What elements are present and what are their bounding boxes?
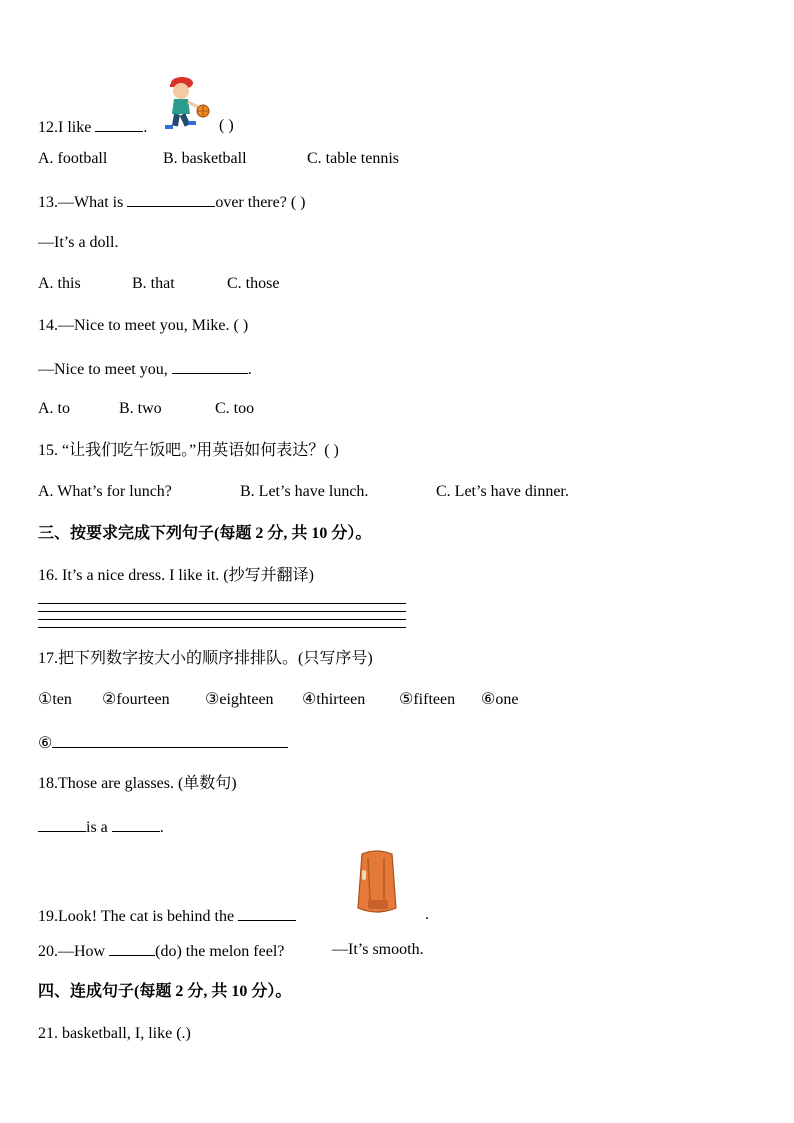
q17-item-4: ④thirteen [302,691,366,708]
orange-cabinet-icon [354,850,400,918]
q14-option-a[interactable]: A. to [38,400,70,417]
q12-option-c[interactable]: C. table tennis [307,150,399,167]
basketball-player-icon [160,74,216,134]
q12-blank[interactable] [95,116,143,132]
q21-stem: 21. basketball, I, like (.) [38,1025,191,1042]
q17-item-3: ③eighteen [205,691,274,708]
q17-blank[interactable] [52,732,288,748]
q18-blank-1[interactable] [38,816,86,832]
q19-blank[interactable] [238,905,296,921]
q18-answer: is a . [38,816,164,838]
q14-option-b[interactable]: B. two [119,400,162,417]
q15-option-b[interactable]: B. Let’s have lunch. [240,483,369,500]
q15-stem: 15. “让我们吃午饭吧。”用英语如何表达？( ) [38,442,339,459]
q17-item-2: ②fourteen [102,691,170,708]
q12-option-b[interactable]: B. basketball [163,150,247,167]
q14-option-c[interactable]: C. too [215,400,255,417]
q19-stem: 19.Look! The cat is behind the . [38,906,429,925]
writing-line-1[interactable] [38,603,406,604]
q18-blank-2[interactable] [112,816,160,832]
q12-paren: ( ) [219,117,234,134]
q20-blank[interactable] [109,940,155,956]
q14-answer: —Nice to meet you, . [38,358,252,380]
q15-option-c[interactable]: C. Let’s have dinner. [436,483,569,500]
q12-stem: 12.I like . ( ) [38,117,234,136]
q13-answer: —It’s a doll. [38,234,119,251]
q13-stem: 13.—What is over there? ( ) [38,191,306,213]
q20-stem: 20.—How (do) the melon feel? —It’s smooth. [38,941,424,960]
q18-stem: 18.Those are glasses. (单数句) [38,775,237,792]
q17-stem: 17.把下列数字按大小的顺序排排队。(只写序号) [38,650,373,667]
q13-blank[interactable] [127,191,215,207]
q15-option-a[interactable]: A. What’s for lunch? [38,483,172,500]
q16-stem: 16. It’s a nice dress. I like it. (抄写并翻译) [38,567,314,584]
q17-answer: ⑥ [38,732,288,754]
q13-option-c[interactable]: C. those [227,275,280,292]
q12-text: 12.I like [38,119,92,136]
writing-line-4[interactable] [38,627,406,628]
q17-item-5: ⑤fifteen [399,691,456,708]
section-3-title: 三、按要求完成下列句子(每题 2 分, 共 10 分）。 [38,525,372,542]
q14-stem: 14.—Nice to meet you, Mike. ( ) [38,317,249,334]
writing-line-3[interactable] [38,619,406,620]
q17-item-6: ⑥one [481,691,519,708]
q13-option-a[interactable]: A. this [38,275,81,292]
q14-blank[interactable] [172,358,248,374]
q12-option-a[interactable]: A. football [38,150,108,167]
section-4-title: 四、连成句子(每题 2 分, 共 10 分）。 [38,983,292,1000]
q13-option-b[interactable]: B. that [132,275,175,292]
q17-item-1: ①ten [38,691,72,708]
writing-line-2[interactable] [38,611,406,612]
